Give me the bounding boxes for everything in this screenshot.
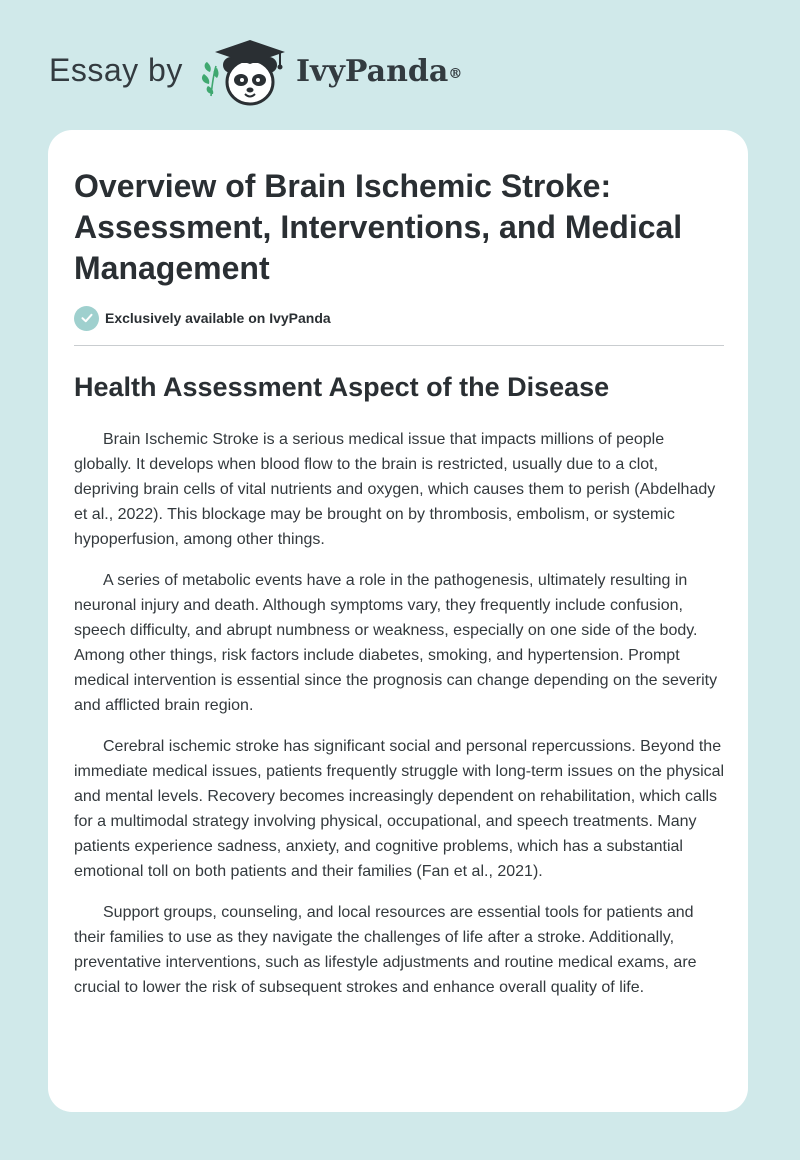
exclusive-badge (74, 305, 331, 331)
panda-logo-icon (200, 36, 292, 110)
divider (74, 345, 724, 346)
check-icon (74, 306, 99, 331)
site-header (0, 0, 800, 130)
paragraph: A series of metabolic events have a role in the pathogenesis, ultimately resulting in neuronal injury and death. Although symptoms vary, they frequently include confusion, speech difficulty, and abrupt numbness or weakness, especially on one side of the body. Among other things, risk factors include diabetes, smoking, and hypertension. Prompt medical intervention is essential since the prognosis can change depending on the severity and afflicted brain region. (74, 572, 718, 714)
article-body (74, 427, 726, 1016)
paragraph: Support groups, counseling, and local resources are essential tools for patients and their families to use as they navigate the challenges of life after a stroke. Additionally, preventative interventions, such as lifestyle adjustments and routine medical exams, are crucial to lower the risk of subsequent strokes and enhance overall quality of life. (74, 904, 697, 996)
essay-by-label: Essay by (49, 52, 183, 88)
section-heading: Health Assessment Aspect of the Disease (74, 372, 610, 402)
paragraph: Brain Ischemic Stroke is a serious medical issue that impacts millions of people globally. It develops when blood flow to the brain is restricted, usually due to a clot, depriving brain cells of vital nutrients and oxygen, which causes them to perish (Abdelhady et al., 2022). This blockage may be brought on by thrombosis, embolism, or systemic hypoperfusion, among other things. (74, 431, 716, 548)
paragraph: Cerebral ischemic stroke has significant social and personal repercussions. Beyond the immediate medical issues, patients frequently struggle with long-term issues on the physical and mental levels. Recovery becomes increasingly dependent on rehabilitation, which calls for a multimodal strategy involving physical, occupational, and speech treatments. Many patients experience sadness, anxiety, and cognitive problems, which has a substantial emotional toll on both patients and their families (Fan et al., 2021). (74, 738, 725, 880)
brand-name: IvyPanda® (296, 54, 463, 89)
badge-text: Exclusively available on IvyPanda (105, 310, 331, 326)
article-card (48, 130, 748, 1112)
page-title: Overview of Brain Ischemic Stroke: Assessment, Interventions, and Medical Management (74, 168, 683, 286)
